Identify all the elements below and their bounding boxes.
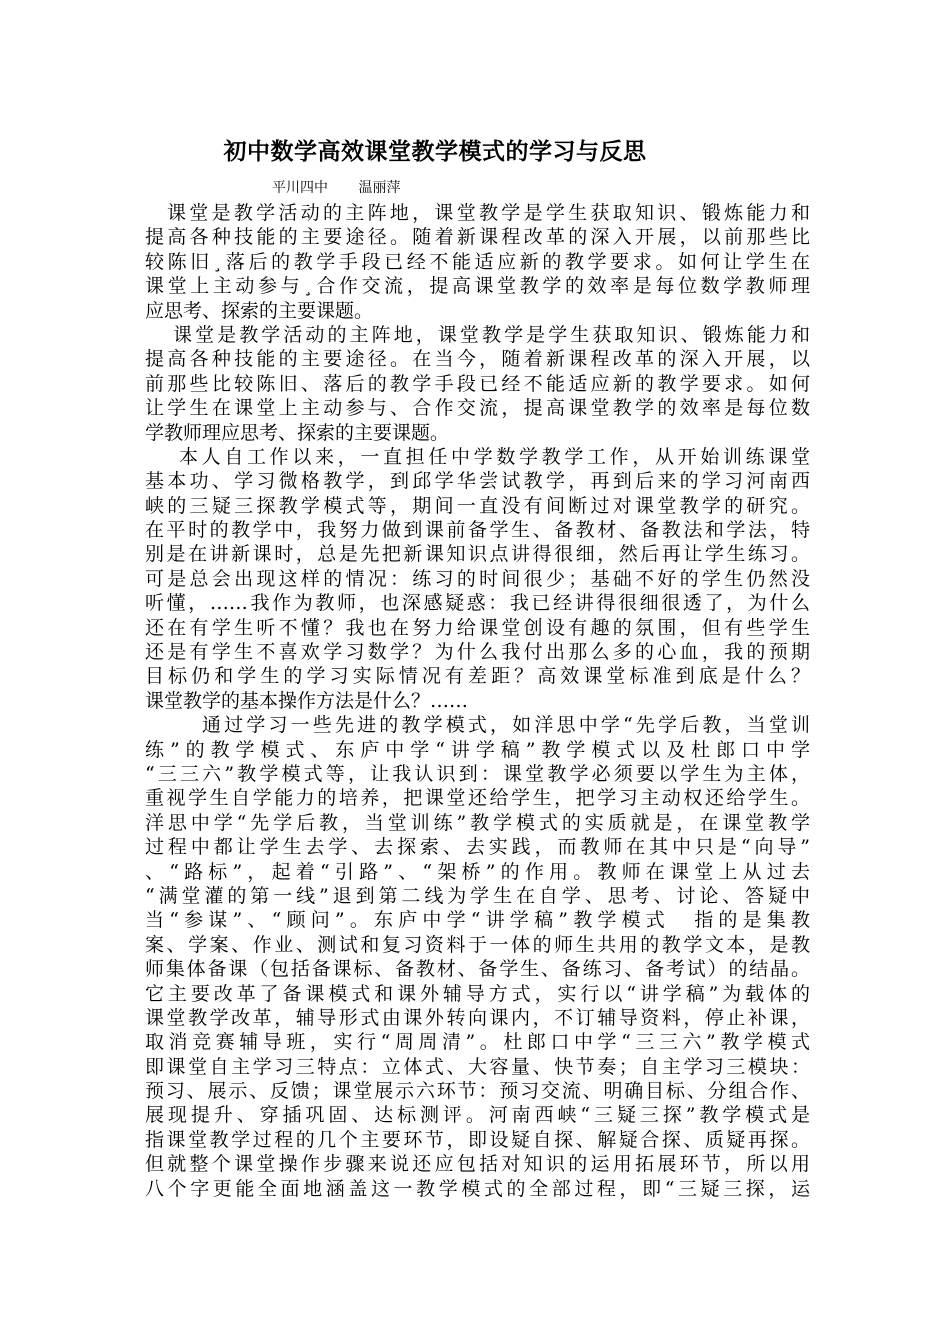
text-line: 让学生在课堂上主动参与、合作交流，提高课堂教学的效率是每位数: [145, 397, 810, 420]
text-line: 课堂上主动参与¸合作交流，提高课堂教学的效率是每位数学教师理: [145, 275, 810, 298]
text-line: 预习、展示、反馈；课堂展示六环节：预习交流、明确目标、分组合作、: [145, 1080, 810, 1103]
text-line: 、“路标”，起着“引路”、“架桥”的作用。教师在课堂上从过去: [145, 860, 810, 883]
text-line: 案、学案、作业、测试和复习资料于一体的师生共用的教学文本，是教: [145, 933, 810, 956]
text-line: 即课堂自主学习三特点：立体式、大容量、快节奏；自主学习三模块：: [145, 1055, 810, 1078]
text-line: 提高各种技能的主要途径。随着新课程改革的深入开展，以前那些比: [145, 226, 810, 249]
text-line: 基本功、学习微格教学，到邱学华尝试教学，再到后来的学习河南西: [145, 470, 810, 493]
text-line: 课堂是教学活动的主阵地，课堂教学是学生获取知识、锻炼能力和: [173, 323, 810, 346]
text-line: “三三六”教学模式等，让我认识到：课堂教学必须要以学生为主体，: [145, 762, 810, 785]
text-line: 可是总会出现这样的情况：练习的时间很少；基础不好的学生仍然没: [145, 567, 810, 590]
paragraph-2: [145, 323, 810, 445]
text-line: 但就整个课堂操作步骤来说还应包括对知识的运用拓展环节，所以用: [145, 1153, 810, 1176]
paragraph-1: [145, 201, 810, 323]
text-line: 前那些比较陈旧、落后的教学手段已经不能适应新的教学要求。如何: [145, 372, 810, 395]
text-line: 别是在讲新课时，总是先把新课知识点讲得很细，然后再让学生练习。: [145, 543, 810, 566]
byline-school: 平川四中: [272, 180, 328, 196]
text-line: 当“参谋”、“顾问”。东庐中学“讲学稿”教学模式 指的是集教: [145, 909, 810, 932]
text-line: 在平时的教学中，我努力做到课前备学生、备教材、备教法和学法，特: [145, 519, 810, 542]
text-line: 练”的教学模式、东庐中学“讲学稿”教学模式以及杜郎口中学: [145, 738, 810, 761]
text-line: 重视学生自学能力的培养，把课堂还给学生，把学习主动权还给学生。: [145, 787, 810, 810]
paragraph-3: [145, 445, 810, 713]
text-line: 学教师理应思考、探索的主要课题。: [145, 421, 450, 444]
text-line: 洋思中学“先学后教，当堂训练”教学模式的实质就是，在课堂教学: [145, 811, 810, 834]
text-line: 它主要改革了备课模式和课外辅导方式，实行以“讲学稿”为载体的: [145, 982, 810, 1005]
paragraph-4: [145, 713, 810, 1201]
text-line: 还是有学生不喜欢学习数学？为什么我付出那么多的心血，我的预期: [145, 641, 810, 664]
text-line: 目标仍和学生的学习实际情况有差距？高效课堂标准到底是什么？: [145, 665, 810, 688]
text-line: 八个字更能全面地涵盖这一教学模式的全部过程，即“三疑三探，运: [145, 1177, 810, 1200]
document-body: [145, 201, 810, 1201]
text-line: 过程中都让学生去学、去探索、去实践，而教师在其中只是“向导”: [145, 836, 810, 859]
text-line: 通过学习一些先进的教学模式，如洋思中学“先学后教，当堂训: [202, 714, 810, 737]
text-line: 峡的三疑三探教学模式等，期间一直没有间断过对课堂教学的研究。: [145, 494, 810, 517]
text-line: 指课堂教学过程的几个主要环节，即设疑自探、解疑合探、质疑再探。: [145, 1128, 810, 1151]
text-line: 应思考、探索的主要课题。: [145, 299, 374, 322]
text-line: 师集体备课（包括备课标、备教材、备学生、备练习、备考试）的结晶。: [145, 958, 810, 981]
text-line: 取消竞赛辅导班，实行“周周清”。杜郎口中学“三三六”教学模式: [145, 1031, 810, 1054]
text-line: 展现提升、穿插巩固、达标测评。河南西峡“三疑三探”教学模式是: [145, 1104, 810, 1127]
text-line: 较陈旧¸落后的教学手段已经不能适应新的教学要求。如何让学生在: [145, 250, 810, 273]
text-line: 本人自工作以来，一直担任中学数学教学工作，从开始训练课堂: [179, 445, 810, 468]
byline: [272, 177, 400, 197]
text-line: 提高各种技能的主要途径。在当今，随着新课程改革的深入开展，以: [145, 348, 810, 371]
text-line: 课堂教学改革，辅导形式由课外转向课内，不订辅导资料，停止补课，: [145, 1006, 810, 1029]
text-line: “满堂灌的第一线”退到第二线为学生在自学、思考、讨论、答疑中: [145, 884, 810, 907]
byline-author: 温丽萍: [358, 180, 401, 196]
text-line: 课堂是教学活动的主阵地，课堂教学是学生获取知识、锻炼能力和: [167, 202, 810, 224]
document-title: 初中数学高效课堂教学模式的学习与反思: [223, 138, 647, 165]
text-line: 还在有学生听不懂？我也在努力给课堂创设有趣的氛围，但有些学生: [145, 616, 810, 639]
text-line: 听懂，……我作为教师，也深感疑惑：我已经讲得很细很透了，为什么: [145, 592, 810, 615]
text-line: 课堂教学的基本操作方法是什么？……: [145, 689, 469, 712]
